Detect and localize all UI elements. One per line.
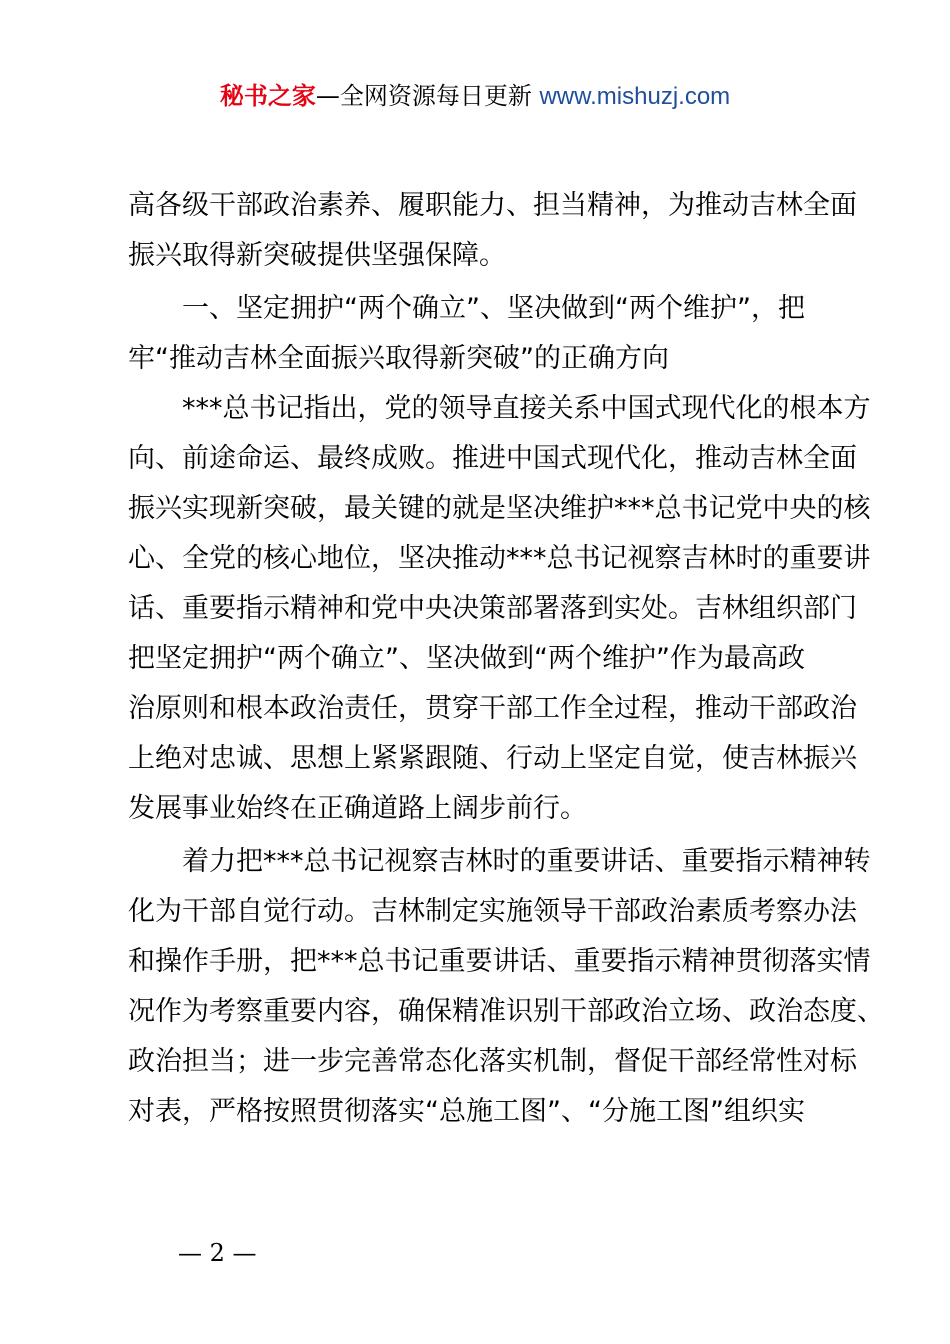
text-line: ***总书记指出，党的领导直接关系中国式现代化的根本方	[182, 393, 871, 424]
text-line: 发展事业始终在正确道路上阔步前行。	[128, 793, 587, 824]
text-line: 况作为考察重要内容，确保精准识别干部政治立场、政治态度、	[128, 996, 884, 1027]
section-heading-line: 牢“推动吉林全面振兴取得新突破”的正确方向	[128, 343, 669, 374]
brand-name: 秘书之家	[219, 82, 316, 110]
text-line: 治原则和根本政治责任，贯穿干部工作全过程，推动干部政治	[128, 693, 857, 724]
text-line: 把坚定拥护“两个确立”、坚决做到“两个维护”作为最高政	[128, 643, 805, 674]
text-line: 振兴实现新突破，最关键的就是坚决维护***总书记党中央的核	[128, 493, 871, 524]
page-number: — 2 —	[178, 1239, 257, 1267]
text-line: 心、全党的核心地位，坚决推动***总书记视察吉林时的重要讲	[128, 543, 871, 574]
section-heading-line: 一、坚定拥护“两个确立”、坚决做到“两个维护”，把	[182, 293, 805, 324]
text-line: 上绝对忠诚、思想上紧紧跟随、行动上坚定自觉，使吉林振兴	[128, 743, 857, 774]
text-line: 政治担当；进一步完善常态化落实机制，督促干部经常性对标	[128, 1046, 857, 1077]
text-line: 化为干部自觉行动。吉林制定实施领导干部政治素质考察办法	[128, 896, 857, 927]
site-url[interactable]: www.mishuzj.com	[539, 83, 731, 110]
text-line: 向、前途命运、最终成败。推进中国式现代化，推动吉林全面	[128, 443, 857, 474]
text-line: 话、重要指示精神和党中央决策部署落到实处。吉林组织部门	[128, 593, 857, 624]
text-line: 着力把***总书记视察吉林时的重要讲话、重要指示精神转	[182, 846, 871, 877]
site-header	[0, 78, 950, 115]
header-tagline: —全网资源每日更新	[315, 82, 532, 110]
document-body	[128, 181, 884, 1137]
text-line: 对表，严格按照贯彻落实“总施工图”、“分施工图”组织实	[128, 1096, 805, 1127]
text-line: 振兴取得新突破提供坚强保障。	[128, 240, 506, 271]
text-line: 高各级干部政治素养、履职能力、担当精神，为推动吉林全面	[128, 190, 857, 221]
text-line: 和操作手册，把***总书记重要讲话、重要指示精神贯彻落实情	[128, 946, 871, 977]
